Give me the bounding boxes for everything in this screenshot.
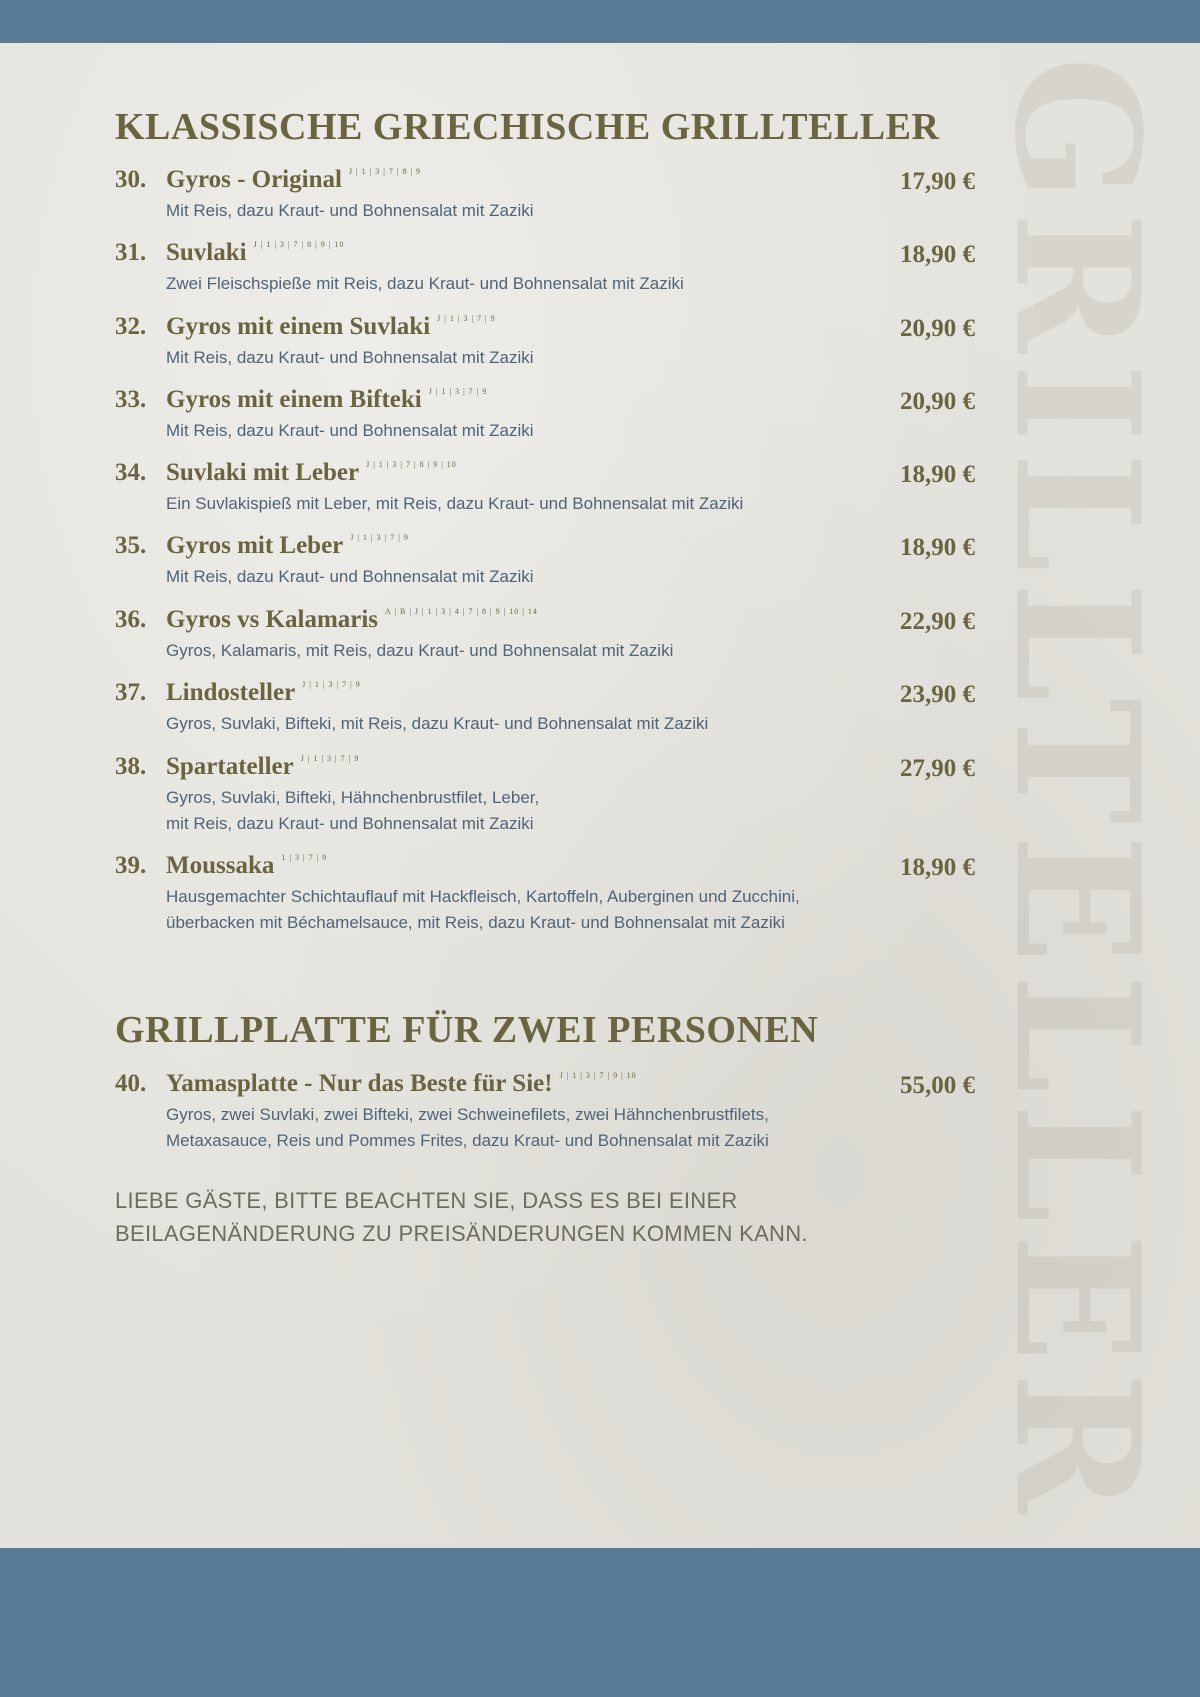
item-description: Hausgemachter Schichtauflauf mit Hackfleisch, Kartoffeln, Auberginen und Zucchini, (166, 887, 800, 906)
item-price: 27,90 € (900, 755, 975, 782)
top-band (0, 0, 1200, 43)
menu-item (115, 166, 975, 224)
item-name: Gyros vs Kalamaris (166, 606, 379, 633)
item-price: 18,90 € (900, 241, 975, 268)
item-name: Lindosteller (166, 679, 296, 706)
allergen-codes: J | 1 | 3 | 7 | 8 | 9 | 10 (253, 240, 345, 249)
section-title-grillplatte: GRILLPLATTE FÜR ZWEI PERSONEN (115, 1009, 819, 1051)
item-header (115, 1070, 975, 1102)
allergen-codes: 1 | 3 | 7 | 9 (281, 853, 328, 862)
item-price: 23,90 € (900, 681, 975, 708)
item-header (115, 679, 975, 711)
item-description: Gyros, Kalamaris, mit Reis, dazu Kraut- und Bohnensalat mit Zaziki (166, 641, 674, 660)
allergen-codes: J | 1 | 3 | 7 | 9 (300, 754, 360, 763)
item-description: mit Reis, dazu Kraut- und Bohnensalat mit Zaziki (166, 814, 534, 833)
item-description: Ein Suvlakispieß mit Leber, mit Reis, dazu Kraut- und Bohnensalat mit Zaziki (166, 494, 744, 513)
menu-item (115, 239, 975, 297)
item-description: überbacken mit Béchamelsauce, mit Reis, dazu Kraut- und Bohnensalat mit Zaziki (166, 913, 785, 932)
menu-item (115, 459, 975, 517)
item-number: 37. (115, 679, 147, 706)
item-name: Gyros mit Leber (166, 532, 344, 559)
item-header (115, 606, 975, 638)
item-name: Gyros mit einem Bifteki (166, 386, 422, 413)
item-header (115, 753, 975, 785)
item-description: Gyros, zwei Suvlaki, zwei Bifteki, zwei Schweinefilets, zwei Hähnchenbrustfilets, (166, 1105, 769, 1124)
bottom-band (0, 1548, 1200, 1697)
allergen-codes: J | 1 | 3 | 7 | 8 | 9 | 10 (366, 460, 457, 469)
allergen-codes: J | 1 | 3 | 7 | 9 (302, 680, 361, 689)
item-header (115, 532, 975, 564)
item-number: 33. (115, 386, 147, 413)
item-number: 30. (115, 166, 147, 193)
allergen-codes: A | B | J | 1 | 3 | 4 | 7 | 8 | 9 | 10 | 14 (385, 607, 538, 616)
menu-item (115, 386, 975, 444)
item-description: Mit Reis, dazu Kraut- und Bohnensalat mit Zaziki (166, 421, 534, 440)
watermark-text: GRILLTELLER (977, 56, 1177, 1524)
item-number: 32. (115, 313, 147, 340)
item-header (115, 313, 975, 345)
allergen-codes: J | 1 | 3 | 7 | 9 (428, 387, 488, 396)
allergen-codes: J | 1 | 3 | 7 | 8 | 9 (348, 167, 422, 176)
item-price: 22,90 € (900, 608, 975, 635)
section-title-grillteller: KLASSISCHE GRIECHISCHE GRILLTELLER (115, 106, 940, 148)
notice-line: LIEBE GÄSTE, BITTE BEACHTEN SIE, DASS ES BEI EINER (115, 1188, 738, 1213)
menu-item (115, 606, 975, 664)
item-price: 18,90 € (900, 461, 975, 488)
price-notice (115, 1184, 975, 1250)
item-number: 35. (115, 532, 147, 559)
item-description: Metaxasauce, Reis und Pommes Frites, dazu Kraut- und Bohnensalat mit Zaziki (166, 1131, 769, 1150)
item-name: Spartateller (166, 753, 294, 780)
item-name: Yamasplatte - Nur das Beste für Sie! (166, 1070, 553, 1097)
item-price: 55,00 € (900, 1072, 975, 1099)
menu-item (115, 532, 975, 590)
item-price: 18,90 € (900, 534, 975, 561)
item-header (115, 239, 975, 271)
item-description: Mit Reis, dazu Kraut- und Bohnensalat mit Zaziki (166, 348, 534, 367)
item-header (115, 459, 975, 491)
notice-line: BEILAGENÄNDERUNG ZU PREISÄNDERUNGEN KOMMEN KANN. (115, 1221, 808, 1246)
item-description: Mit Reis, dazu Kraut- und Bohnensalat mit Zaziki (166, 567, 534, 586)
item-description: Zwei Fleischspieße mit Reis, dazu Kraut- und Bohnensalat mit Zaziki (166, 274, 684, 293)
item-price: 20,90 € (900, 388, 975, 415)
allergen-codes: J | 1 | 3 | 7 | 9 | 10 (559, 1071, 637, 1080)
item-name: Gyros mit einem Suvlaki (166, 313, 431, 340)
menu-item (115, 679, 975, 737)
item-header (115, 166, 975, 198)
menu-page (0, 43, 1200, 1548)
item-price: 20,90 € (900, 315, 975, 342)
item-number: 40. (115, 1070, 147, 1097)
item-name: Suvlaki (166, 239, 247, 266)
item-description: Mit Reis, dazu Kraut- und Bohnensalat mit Zaziki (166, 201, 534, 220)
menu-item (115, 753, 975, 837)
menu-item (115, 852, 975, 936)
item-number: 38. (115, 753, 147, 780)
menu-item (115, 1070, 975, 1154)
watermark (977, 56, 1177, 1524)
item-number: 31. (115, 239, 147, 266)
item-name: Suvlaki mit Leber (166, 459, 360, 486)
item-number: 36. (115, 606, 147, 633)
item-header (115, 852, 975, 884)
item-price: 17,90 € (900, 168, 975, 195)
item-description: Gyros, Suvlaki, Bifteki, mit Reis, dazu Kraut- und Bohnensalat mit Zaziki (166, 714, 709, 733)
item-name: Gyros - Original (166, 166, 342, 193)
allergen-codes: J | 1 | 3 | 7 | 9 (350, 533, 409, 542)
allergen-codes: J | 1 | 3 | 7 | 9 (437, 314, 496, 323)
item-name: Moussaka (166, 852, 275, 879)
menu-item (115, 313, 975, 371)
item-description: Gyros, Suvlaki, Bifteki, Hähnchenbrustfilet, Leber, (166, 788, 540, 807)
item-number: 34. (115, 459, 147, 486)
item-number: 39. (115, 852, 147, 879)
item-header (115, 386, 975, 418)
item-price: 18,90 € (900, 854, 975, 881)
